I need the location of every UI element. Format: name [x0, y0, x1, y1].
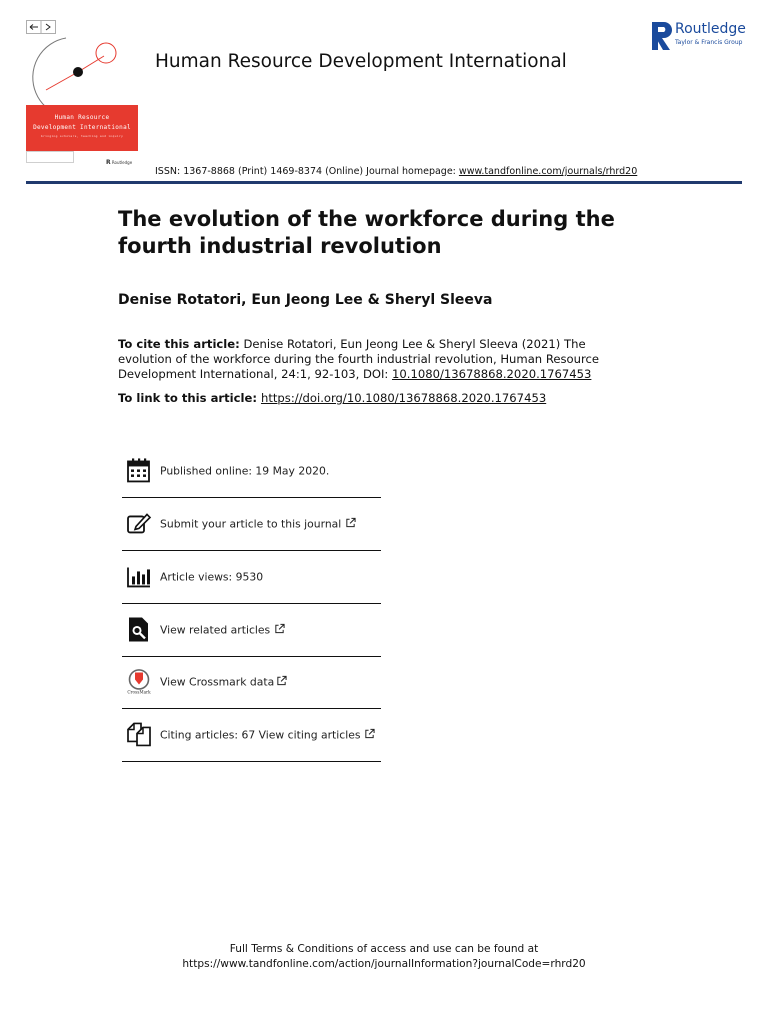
- issn-line: [155, 166, 637, 177]
- cover-band-subtitle: bringing scholars, teaching and inquiry: [40, 134, 124, 138]
- journal-cover-thumbnail: [26, 20, 142, 176]
- metric-text: [160, 517, 356, 530]
- metric-text: [160, 675, 287, 688]
- cover-band-title-1: Human Resource: [54, 114, 110, 121]
- routledge-r-icon: [652, 22, 672, 50]
- bar-chart-icon: [126, 563, 152, 589]
- journal-homepage-link[interactable]: www.tandfonline.com/journals/rhrd20: [458, 166, 638, 177]
- external-link-icon: [364, 728, 375, 739]
- metric-article-views: [122, 552, 381, 604]
- cite-label: To cite this article:: [118, 337, 240, 351]
- citation-block: [118, 337, 623, 382]
- header-divider: [26, 181, 742, 184]
- metric-citing-articles[interactable]: [122, 710, 381, 762]
- cover-publisher-name: Routledge: [111, 160, 133, 165]
- cite-doi-link[interactable]: 10.1080/13678868.2020.1767453: [392, 367, 592, 381]
- publisher-name: Routledge: [675, 21, 746, 37]
- divider: [122, 708, 381, 709]
- metric-text: Article views: 9530: [160, 570, 264, 584]
- cover-title-band: [26, 105, 138, 151]
- crossmark-label: View Crossmark data: [160, 675, 275, 689]
- pencil-edit-icon: [126, 510, 152, 536]
- calendar-icon: [126, 457, 152, 483]
- cite-text: Denise Rotatori, Eun Jeong Lee & Sheryl Sleeva (2021) The evolution of the workforce during the fourth industrial revolution, Human Resource Development International, 24:1, 92-103, DOI:: [118, 337, 599, 381]
- magnifier-document-icon: [126, 616, 152, 642]
- article-link-block: [118, 391, 546, 405]
- citing-documents-icon: [126, 721, 152, 747]
- metric-text: [160, 728, 375, 741]
- external-link-icon: [274, 623, 285, 634]
- footer-line-1: Full Terms & Conditions of access and use can be found at: [229, 943, 539, 955]
- publisher-logo[interactable]: [652, 20, 748, 50]
- link-label: To link to this article:: [118, 391, 257, 405]
- footer-terms-link[interactable]: https://www.tandfonline.com/action/journalInformation?journalCode=rhrd20: [182, 958, 586, 970]
- metric-published-online: [122, 446, 381, 498]
- related-articles-label: View related articles: [160, 623, 271, 637]
- journal-name: Human Resource Development International: [155, 51, 567, 72]
- crossmark-icon: [126, 668, 152, 694]
- submit-article-label: Submit your article to this journal: [160, 517, 342, 531]
- cover-publisher: R Routledge: [106, 159, 133, 166]
- divider: [122, 497, 381, 498]
- citing-articles-label: Citing articles: 67 View citing articles: [160, 728, 361, 742]
- cover-band-title-2: Development International: [33, 124, 131, 131]
- issn-text: ISSN: 1367-8868 (Print) 1469-8374 (Online) Journal homepage:: [155, 166, 459, 177]
- metric-crossmark[interactable]: [122, 657, 381, 709]
- metric-text: Published online: 19 May 2020.: [160, 464, 330, 478]
- divider: [122, 603, 381, 604]
- article-doi-link[interactable]: https://doi.org/10.1080/13678868.2020.1767453: [260, 391, 547, 405]
- divider: [122, 761, 381, 762]
- metric-text: [160, 623, 285, 636]
- cover-issue-box: [26, 151, 74, 163]
- crossmark-icon-label: CrossMark: [127, 689, 151, 695]
- external-link-icon: [345, 517, 356, 528]
- article-authors: Denise Rotatori, Eun Jeong Lee & Sheryl Sleeva: [118, 292, 493, 308]
- terms-footer: [0, 942, 768, 972]
- article-title: The evolution of the workforce during the fourth industrial revolution: [118, 207, 615, 258]
- publisher-tagline: Taylor & Francis Group: [675, 39, 743, 46]
- metric-related-articles[interactable]: [122, 605, 381, 657]
- divider: [122, 550, 381, 551]
- metric-submit-article[interactable]: [122, 499, 381, 551]
- external-link-icon: [276, 675, 287, 686]
